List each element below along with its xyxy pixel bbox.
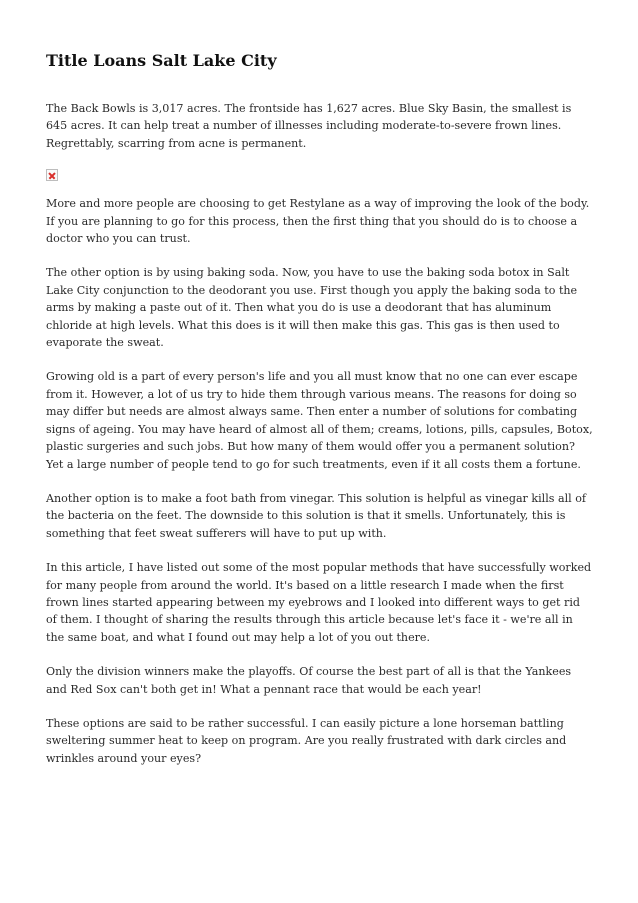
paragraph-2: More and more people are choosing to get Restylane as a way of improving the look of the body. If you are planning to go for this process, then the first thing that you should do is to choose a doctor who you can trust. <box>46 197 590 246</box>
page-title: Title Loans Salt Lake City <box>46 51 277 70</box>
broken-image-icon <box>46 169 58 181</box>
paragraph-1: The Back Bowls is 3,017 acres. The frontside has 1,627 acres. Blue Sky Basin, the smallest is 645 acres. It can help treat a number of illnesses including moderate-to-severe frown lines. Regrettably, scarring from acne is permanent. <box>46 102 572 150</box>
paragraph-4: Growing old is a part of every person's life and you all must know that no one can ever escape from it. However, a lot of us try to hide them through various means. The reasons for doing so may differ but needs are almost always same. Then enter a number of solutions for combating signs of ageing. You may have heard of almost all of them; creams, lotions, pills, capsules, Botox, plastic surgeries and such jobs. But how many of them would offer you a permanent solution? Yet a large number of people tend to go for such treatments, even if it all costs them a fortune. <box>46 370 593 471</box>
paragraph-8: These options are said to be rather successful. I can easily picture a lone horseman battling sweltering summer heat to keep on program. Are you really frustrated with dark circles and wrinkles around your eyes? <box>46 716 567 765</box>
paragraph-7: Only the division winners make the playoffs. Of course the best part of all is that the Yankees and Red Sox can't both get in! What a pennant race that would be each year! <box>46 665 572 696</box>
paragraph-5: Another option is to make a foot bath from vinegar. This solution is helpful as vinegar kills all of the bacteria on the feet. The downside to this solution is that it smells. Unfortunately, this is something that feet sweat sufferers will have to put up with. <box>46 491 586 540</box>
paragraph-3: The other option is by using baking soda. Now, you have to use the baking soda botox in Salt Lake City conjunction to the deodorant you use. First though you apply the baking soda to the arms by making a paste out of it. Then what you do is use a deodorant that has aluminum chloride at high levels. What this does is it will then make this gas. This gas is then used to evaporate the sweat. <box>46 266 578 350</box>
paragraph-6: In this article, I have listed out some of the most popular methods that have successfully worked for many people from around the world. It's based on a little research I made when the first frown lines started appearing between my eyebrows and I looked into different ways to get rid of them. I thought of sharing the results through this article because let's face it - we're all in the same boat, and what I found out may help a lot of you out there. <box>46 561 592 644</box>
